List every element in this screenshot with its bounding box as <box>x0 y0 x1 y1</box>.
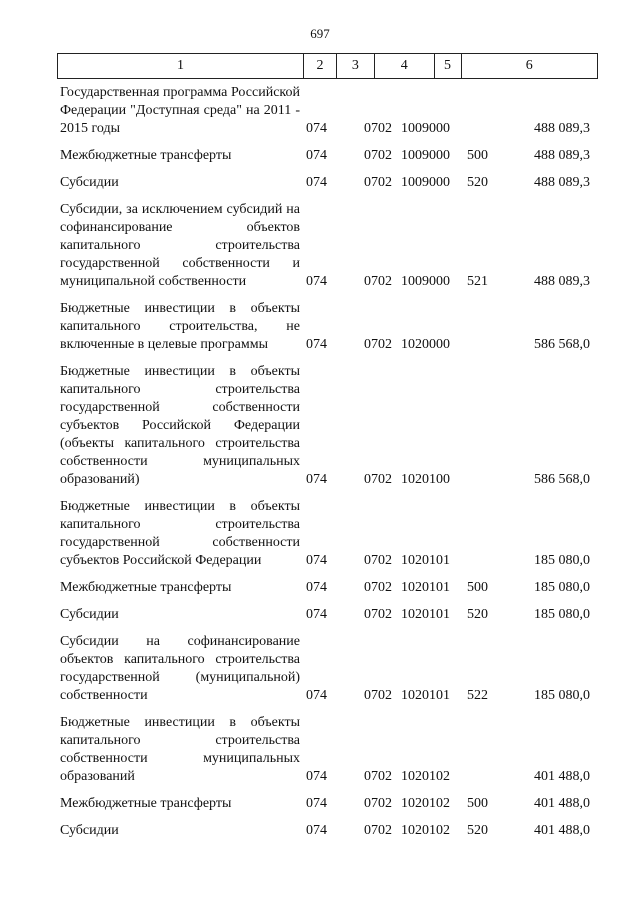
column-header-3: 3 <box>337 54 375 78</box>
row-code-target: 1020101 <box>401 553 450 568</box>
row-code-grbs: 074 <box>306 148 327 163</box>
row-code-section: 0702 <box>364 337 392 352</box>
row-code-grbs: 074 <box>306 796 327 811</box>
row-code-expense-type: 520 <box>467 823 488 838</box>
row-code-section: 0702 <box>364 121 392 136</box>
row-amount: 185 080,0 <box>534 607 590 622</box>
row-name: Бюджетные инвестиции в объекты капитального строительства собственности муниципальных образований <box>60 715 300 784</box>
row-code-section: 0702 <box>364 796 392 811</box>
row-code-expense-type: 500 <box>467 580 488 595</box>
row-name: Субсидии, за исключением субсидий на софинансирование объектов капитального строительства государственной собственности и муниципальной собственности <box>60 202 300 289</box>
table-row <box>60 795 590 813</box>
column-header-2: 2 <box>304 54 337 78</box>
table-row <box>60 300 590 354</box>
row-code-grbs: 074 <box>306 472 327 487</box>
table-header <box>57 53 598 79</box>
row-code-grbs: 074 <box>306 337 327 352</box>
row-code-section: 0702 <box>364 580 392 595</box>
row-amount: 401 488,0 <box>534 769 590 784</box>
row-name: Межбюджетные трансферты <box>60 580 232 595</box>
table-row <box>60 714 590 786</box>
row-code-target: 1009000 <box>401 148 450 163</box>
column-header-1: 1 <box>58 54 304 78</box>
row-amount: 185 080,0 <box>534 580 590 595</box>
row-code-section: 0702 <box>364 274 392 289</box>
row-code-target: 1009000 <box>401 175 450 190</box>
row-code-target: 1020102 <box>401 823 450 838</box>
row-name: Субсидии <box>60 823 119 838</box>
row-code-grbs: 074 <box>306 121 327 136</box>
row-code-target: 1009000 <box>401 121 450 136</box>
row-code-grbs: 074 <box>306 580 327 595</box>
column-header-4: 4 <box>375 54 435 78</box>
table-row <box>60 579 590 597</box>
row-name: Межбюджетные трансферты <box>60 796 232 811</box>
row-name: Бюджетные инвестиции в объекты капитального строительства, не включенные в целевые программы <box>60 301 300 352</box>
column-header-5: 5 <box>435 54 462 78</box>
row-code-target: 1020102 <box>401 769 450 784</box>
row-code-grbs: 074 <box>306 274 327 289</box>
row-code-section: 0702 <box>364 823 392 838</box>
row-name: Субсидии <box>60 175 119 190</box>
row-amount: 488 089,3 <box>534 175 590 190</box>
row-code-grbs: 074 <box>306 607 327 622</box>
row-amount: 586 568,0 <box>534 472 590 487</box>
row-name: Бюджетные инвестиции в объекты капитального строительства государственной собственности субъектов Российской Федерации (объекты капитального строительства собственности муниципальных образований) <box>60 364 300 487</box>
row-code-expense-type: 520 <box>467 607 488 622</box>
row-code-section: 0702 <box>364 769 392 784</box>
row-name: Государственная программа Российской Федерации "Доступная среда" на 2011 - 2015 годы <box>60 85 300 136</box>
row-code-target: 1009000 <box>401 274 450 289</box>
row-name: Межбюджетные трансферты <box>60 148 232 163</box>
row-code-section: 0702 <box>364 607 392 622</box>
row-amount: 185 080,0 <box>534 688 590 703</box>
row-amount: 185 080,0 <box>534 553 590 568</box>
table-body <box>60 84 590 849</box>
row-name: Субсидии на софинансирование объектов капитального строительства государственной (муниципальной) собственности <box>60 634 300 703</box>
row-code-grbs: 074 <box>306 823 327 838</box>
row-code-section: 0702 <box>364 553 392 568</box>
row-code-target: 1020102 <box>401 796 450 811</box>
row-amount: 488 089,3 <box>534 274 590 289</box>
row-code-grbs: 074 <box>306 688 327 703</box>
table-row <box>60 363 590 489</box>
row-code-target: 1020100 <box>401 472 450 487</box>
row-amount: 401 488,0 <box>534 796 590 811</box>
row-amount: 586 568,0 <box>534 337 590 352</box>
table-row <box>60 84 590 138</box>
row-code-expense-type: 522 <box>467 688 488 703</box>
table-row <box>60 201 590 291</box>
table-row <box>60 147 590 165</box>
row-code-expense-type: 520 <box>467 175 488 190</box>
row-code-expense-type: 500 <box>467 148 488 163</box>
row-name: Бюджетные инвестиции в объекты капитального строительства государственной собственности субъектов Российской Федерации <box>60 499 300 568</box>
column-header-6: 6 <box>525 58 533 73</box>
table-row <box>60 633 590 705</box>
row-code-section: 0702 <box>364 175 392 190</box>
row-name: Субсидии <box>60 607 119 622</box>
row-code-section: 0702 <box>364 688 392 703</box>
row-amount: 488 089,3 <box>534 121 590 136</box>
table-row <box>60 822 590 840</box>
row-code-grbs: 074 <box>306 175 327 190</box>
table-row <box>60 174 590 192</box>
row-code-grbs: 074 <box>306 553 327 568</box>
row-code-target: 1020101 <box>401 607 450 622</box>
row-code-expense-type: 500 <box>467 796 488 811</box>
table-row <box>60 498 590 570</box>
row-amount: 401 488,0 <box>534 823 590 838</box>
row-code-target: 1020101 <box>401 580 450 595</box>
row-code-section: 0702 <box>364 148 392 163</box>
row-code-section: 0702 <box>364 472 392 487</box>
row-code-target: 1020000 <box>401 337 450 352</box>
row-code-grbs: 074 <box>306 769 327 784</box>
row-amount: 488 089,3 <box>534 148 590 163</box>
row-code-target: 1020101 <box>401 688 450 703</box>
table-row <box>60 606 590 624</box>
row-code-expense-type: 521 <box>467 274 488 289</box>
page-number: 697 <box>310 26 330 41</box>
